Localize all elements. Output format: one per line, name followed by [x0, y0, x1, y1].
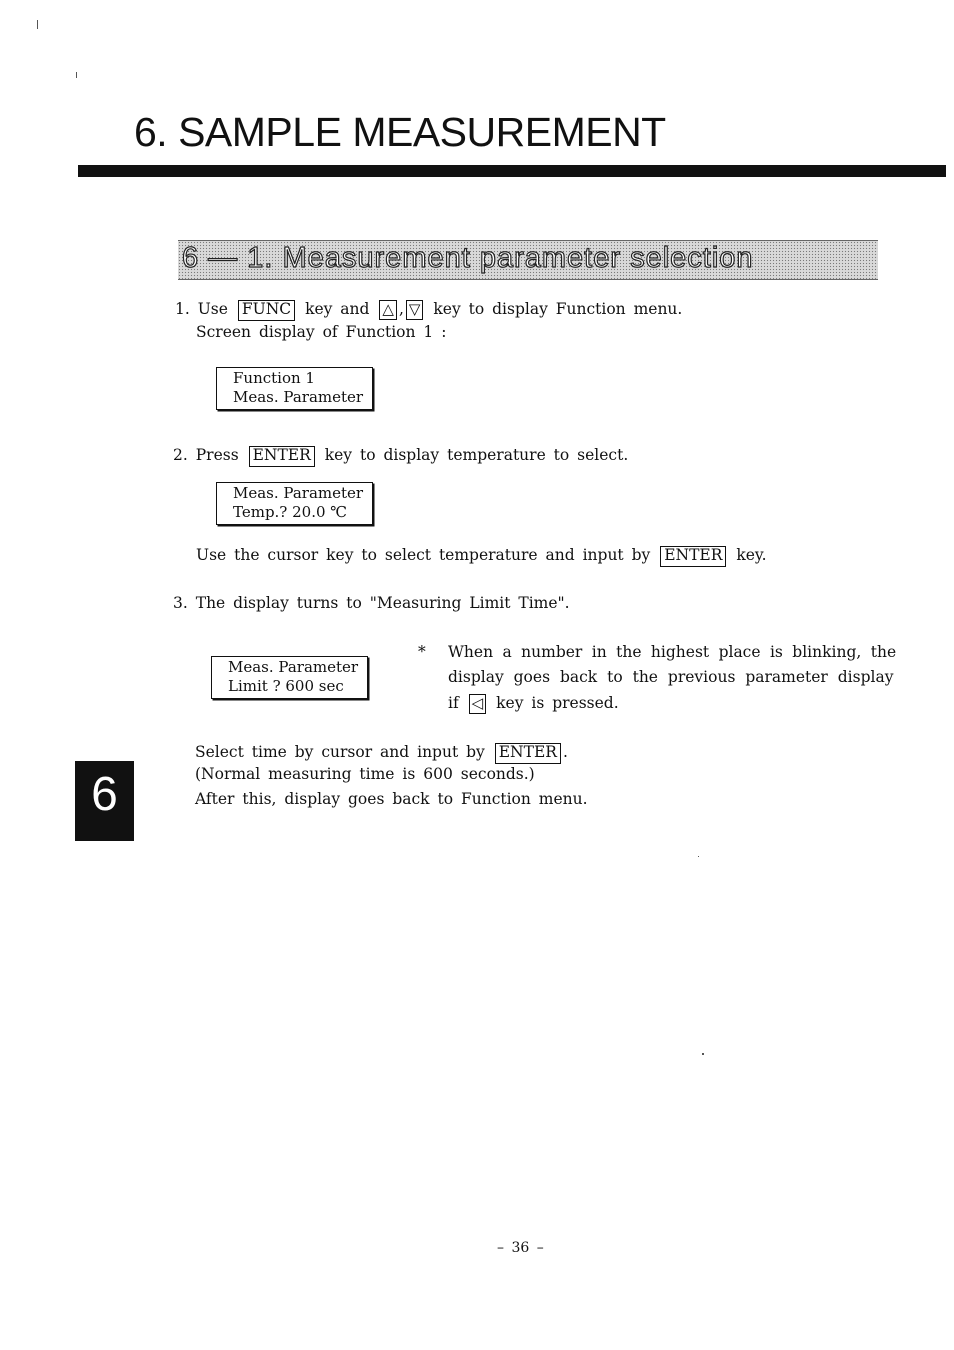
closing-line-3: After this, display goes back to Function menu. — [195, 790, 588, 808]
enter-key: ENTER — [660, 546, 726, 567]
lcd-1-line-2: Meas. Parameter — [233, 388, 364, 406]
step-2-rest: key to display temperature to select. — [324, 446, 629, 464]
step-3-number: 3. — [173, 594, 188, 612]
step-1-use: Use — [197, 300, 228, 318]
func-key: FUNC — [238, 300, 295, 321]
lcd-3-line-2: Limit ? 600 sec — [228, 677, 344, 695]
lcd-3-line-1: Meas. Parameter — [228, 658, 359, 676]
lcd-display-limit-time — [211, 656, 368, 699]
step-2-note — [196, 546, 767, 567]
note-line-3-prefix: if — [448, 694, 459, 712]
step-1-line-2: Screen display of Function 1 : — [196, 323, 447, 341]
scan-speck — [76, 72, 77, 78]
down-arrow-key-icon: ▽ — [406, 300, 424, 320]
step-2-number: 2. — [173, 446, 188, 464]
left-arrow-key-icon: ◁ — [469, 694, 487, 714]
step-1-rest: key to display Function menu. — [433, 300, 683, 318]
page-number: – 36 – — [497, 1240, 544, 1256]
step-3 — [173, 596, 570, 612]
step-2-note-suffix: key. — [736, 546, 767, 564]
lcd-1-line-1: Function 1 — [233, 369, 315, 387]
chapter-title: 6. SAMPLE MEASUREMENT — [134, 109, 666, 155]
title-rule — [78, 165, 946, 177]
step-1-number: 1. — [175, 300, 190, 318]
lcd-2-line-1: Meas. Parameter — [233, 484, 364, 502]
closing-line-2: (Normal measuring time is 600 seconds.) — [195, 765, 535, 783]
step-2-press: Press — [195, 446, 239, 464]
section-title: 6 — 1. Measurement parameter selection — [182, 242, 754, 274]
scan-speck — [702, 1053, 704, 1055]
note-line-3-suffix: key is pressed. — [496, 694, 619, 712]
scan-speck — [698, 856, 699, 857]
lcd-display-temperature — [216, 482, 373, 525]
scan-speck — [37, 20, 38, 29]
step-2 — [173, 446, 628, 467]
step-1-comma: , — [398, 300, 404, 318]
closing-line-1 — [195, 743, 568, 764]
lcd-2-line-2: Temp.? 20.0 ℃ — [233, 503, 348, 521]
step-1 — [175, 300, 682, 321]
step-1-key-and: key and — [305, 300, 370, 318]
up-arrow-key-icon: △ — [379, 300, 397, 320]
enter-key: ENTER — [495, 743, 561, 764]
enter-key: ENTER — [249, 446, 315, 467]
chapter-tab-number: 6 — [91, 768, 118, 821]
note-asterisk: * — [418, 643, 426, 661]
step-3-text: The display turns to "Measuring Limit Time". — [195, 594, 570, 612]
lcd-display-function-1 — [216, 367, 373, 410]
closing-line-1-prefix: Select time by cursor and input by — [195, 743, 485, 761]
closing-line-1-suffix: . — [562, 743, 568, 761]
note-line-3 — [448, 694, 619, 714]
step-2-note-text: Use the cursor key to select temperature and input by — [196, 546, 651, 564]
note-line-2: display goes back to the previous parameter display — [448, 668, 894, 686]
note-line-1: When a number in the highest place is blinking, the — [448, 643, 897, 661]
